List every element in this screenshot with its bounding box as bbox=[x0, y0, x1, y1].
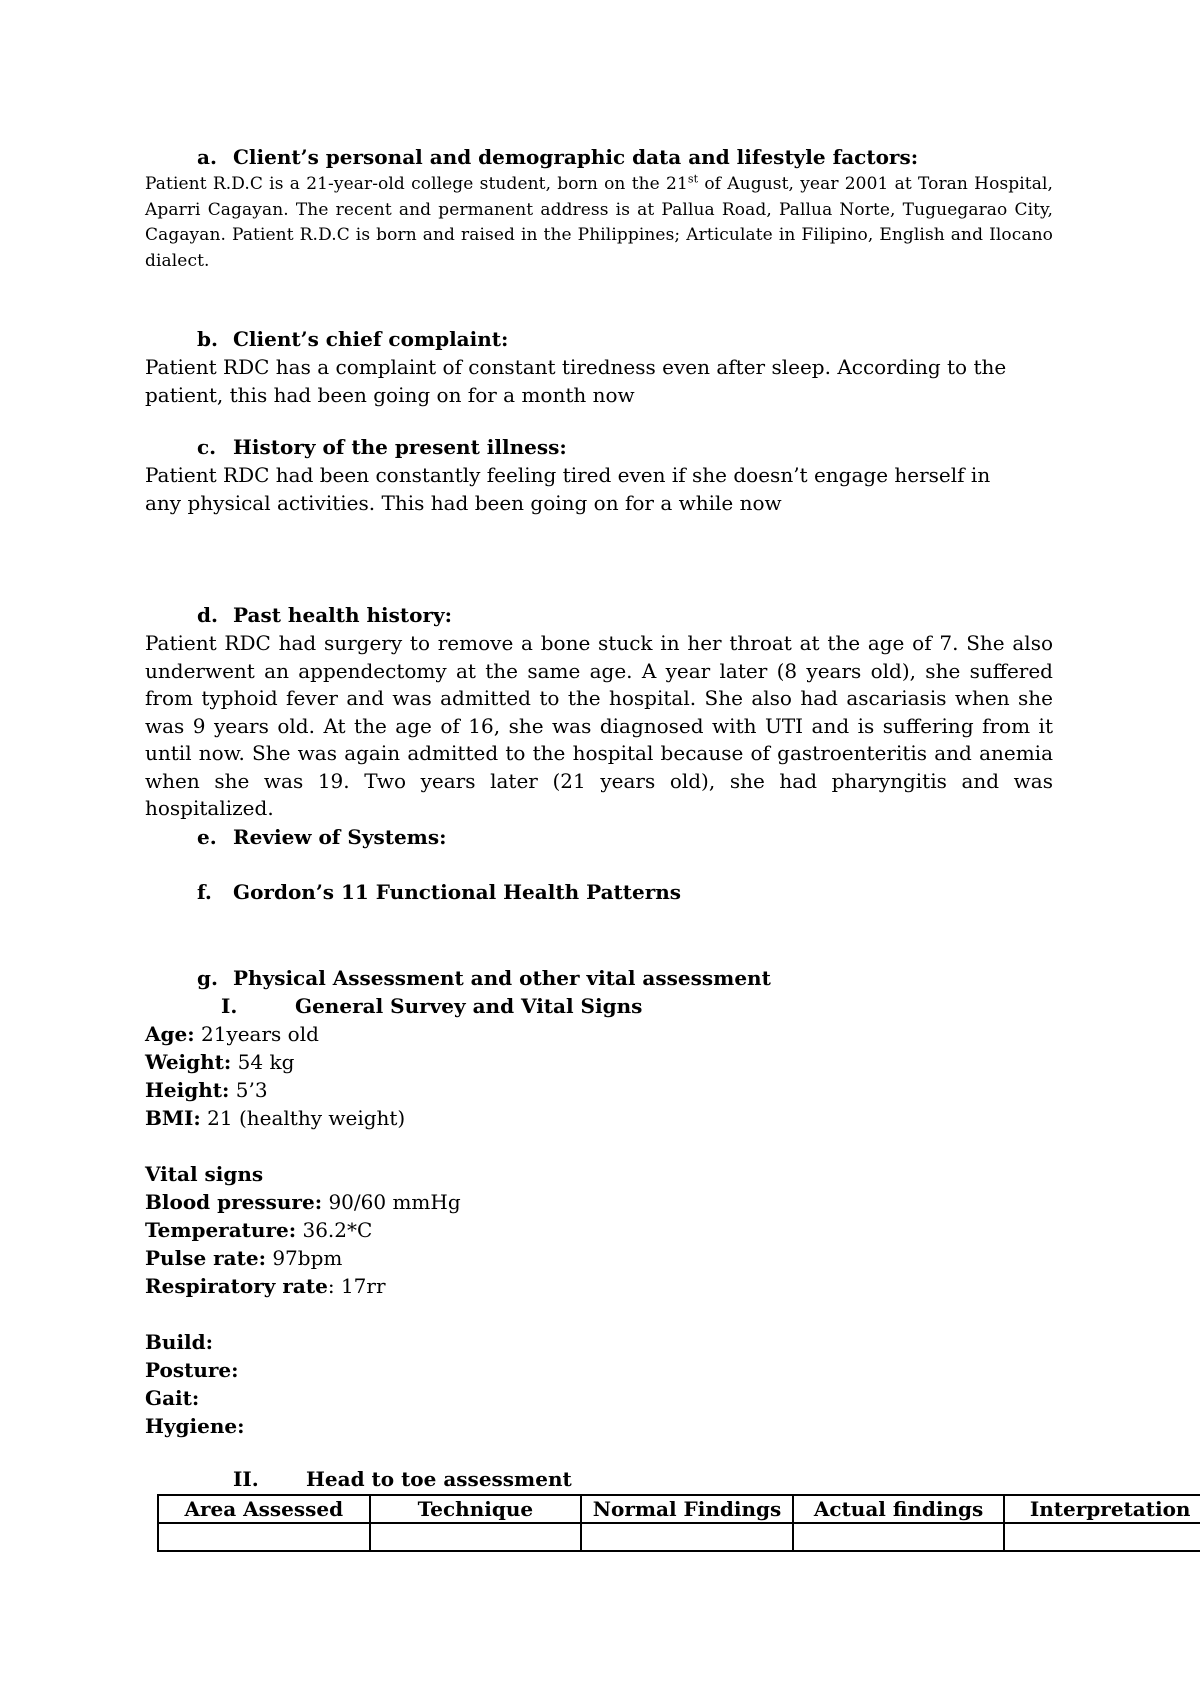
column-header: Area Assessed bbox=[158, 1495, 370, 1523]
section-b-body: Patient RDC has a complaint of constant tiredness even after sleep. According to the patient, this had been going on for a month now bbox=[145, 355, 1007, 407]
head-to-toe-table bbox=[157, 1494, 1200, 1552]
column-header: Interpretation bbox=[1004, 1495, 1200, 1523]
head-to-toe-heading: II. Head to toe assessment bbox=[233, 1467, 572, 1491]
pulse-rate-line: Pulse rate: 97bpm bbox=[145, 1246, 343, 1270]
section-c-body: Patient RDC had been constantly feeling tired even if she doesn’t engage herself in any physical activities. This had been going on for a while now bbox=[145, 463, 991, 515]
hygiene-line: Hygiene: bbox=[145, 1414, 245, 1438]
vital-signs-heading: Vital signs bbox=[145, 1162, 264, 1186]
temperature-line: Temperature: 36.2*C bbox=[145, 1218, 373, 1242]
weight-line: Weight: 54 kg bbox=[145, 1050, 295, 1074]
table-cell bbox=[581, 1523, 793, 1551]
table-row bbox=[158, 1523, 1200, 1551]
table-cell bbox=[158, 1523, 370, 1551]
section-b-heading: b. Client’s chief complaint: bbox=[197, 327, 509, 351]
table-cell bbox=[370, 1523, 582, 1551]
posture-line: Posture: bbox=[145, 1358, 239, 1382]
table-cell bbox=[793, 1523, 1005, 1551]
column-header: Technique bbox=[370, 1495, 582, 1523]
column-header: Normal Findings bbox=[581, 1495, 793, 1523]
section-c-heading: c. History of the present illness: bbox=[197, 435, 567, 459]
section-g-heading: g. Physical Assessment and other vital assessment bbox=[197, 966, 771, 990]
column-header: Actual findings bbox=[793, 1495, 1005, 1523]
build-line: Build: bbox=[145, 1330, 214, 1354]
section-e-heading: e. Review of Systems: bbox=[197, 825, 447, 849]
gait-line: Gait: bbox=[145, 1386, 200, 1410]
section-f-heading: f. Gordon’s 11 Functional Health Patterns bbox=[197, 880, 682, 904]
height-line: Height: 5’3 bbox=[145, 1078, 268, 1102]
section-a-heading: a. Client’s personal and demographic data and lifestyle factors: bbox=[197, 145, 919, 169]
bmi-line: BMI: 21 (healthy weight) bbox=[145, 1106, 406, 1130]
general-survey-heading: I. General Survey and Vital Signs bbox=[221, 994, 643, 1018]
table-cell bbox=[1004, 1523, 1200, 1551]
section-d-body: Patient RDC had surgery to remove a bone stuck in her throat at the age of 7. She also underwent an appendectomy at the same age. A year later (8 years old), she suffered from typhoid fever and was admitted to the hospital. She also had ascariasis when she was 9 years old. At the age of 16, she was diagnosed with UTI and is suffering from it until now. She was again admitted to the hospital because of gastroenteritis and anemia when she was 19. Two years later (21 years old), she had pharyngitis and was hospitalized. bbox=[145, 631, 1053, 820]
table-header-row bbox=[158, 1495, 1200, 1523]
age-line: Age: 21years old bbox=[145, 1022, 319, 1046]
section-d-heading: d. Past health history: bbox=[197, 603, 453, 627]
section-a-body: Patient R.D.C is a 21-year-old college student, born on the 21st of August, year 2001 at Toran Hospital, Aparri Cagayan. The recent and permanent address is at Pallua Road, Pallua Norte, Tuguegarao City, Cagayan. Patient R.D.C is born and raised in the Philippines; Articulate in Filipino, English and Ilocano dialect. bbox=[145, 172, 1053, 271]
respiratory-rate-line: Respiratory rate: 17rr bbox=[145, 1274, 386, 1298]
blood-pressure-line: Blood pressure: 90/60 mmHg bbox=[145, 1190, 461, 1214]
